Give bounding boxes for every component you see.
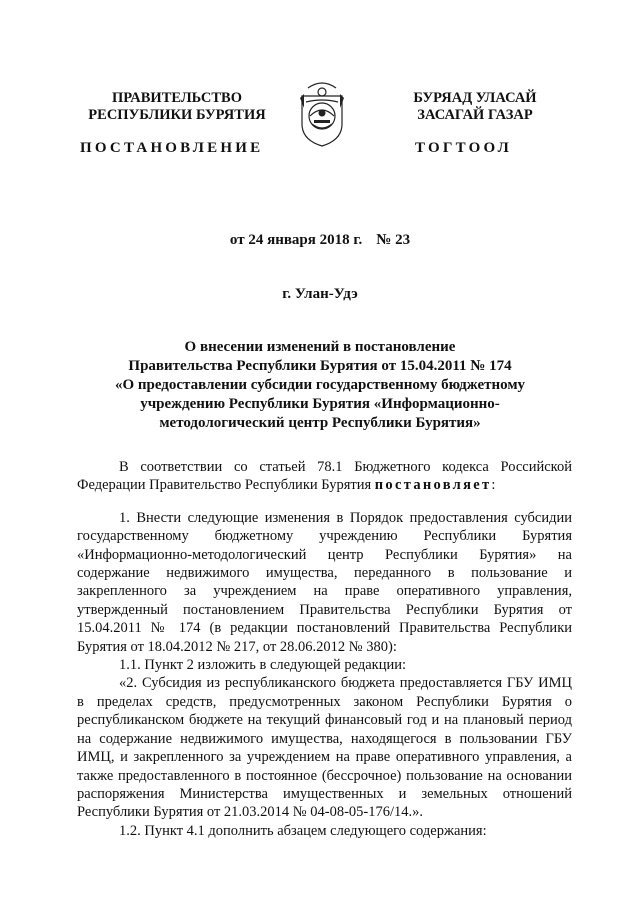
city: г. Улан-Удэ bbox=[282, 286, 358, 302]
header-right-line2: ЗАСАГАЙ ГАЗАР bbox=[417, 107, 533, 123]
doc-type-ru: ПОСТАНОВЛЕНИЕ bbox=[80, 140, 264, 156]
title-line: О внесении изменений в постановление bbox=[184, 339, 456, 355]
header-left-line1: ПРАВИТЕЛЬСТВО bbox=[112, 90, 242, 106]
doc-type-bua: ТОГТООЛ bbox=[415, 140, 512, 156]
date-line bbox=[0, 232, 640, 249]
paragraph-1-1: 1.1. Пункт 2 изложить в следующей редакции: bbox=[119, 657, 407, 674]
doc-date: от 24 января 2018 г. bbox=[229, 232, 363, 248]
coat-of-arms-icon bbox=[296, 78, 348, 148]
intro-resolves: постановляет bbox=[374, 477, 492, 494]
doc-body bbox=[77, 458, 572, 840]
intro-text: В соответствии со статьей 78.1 Бюджетного кодекса Российской Федерации Правительство Республики Бурятия bbox=[77, 459, 572, 494]
header-left bbox=[62, 90, 292, 124]
paragraph-quote-2: «2. Субсидия из республиканского бюджета предоставляется ГБУ ИМЦ в пределах средств, предусмотренных законом Республики Бурятия о республиканском бюджете на текущий финансовый год и на плановый период на содержание недвижимого имущества, находящегося в пользовании ГБУ ИМЦ, и закрепленного за учреждением на праве оперативного управления, а также предоставленного в постоянное (бессрочное) пользование на основании распоряжения Министерства имущественных и земельных отношений Республики Бурятия от 21.03.2014 № 04-08-05-176/14.». bbox=[77, 675, 572, 821]
intro-end: : bbox=[491, 477, 496, 494]
intro-paragraph bbox=[77, 458, 572, 495]
title-line: учреждению Республики Бурятия «Информационно- bbox=[140, 396, 500, 412]
title-line: Правительства Республики Бурятия от 15.04.2011 № 174 bbox=[128, 358, 512, 374]
paragraph-1-2: 1.2. Пункт 4.1 дополнить абзацем следующего содержания: bbox=[119, 822, 487, 839]
header-left-line2: РЕСПУБЛИКИ БУРЯТИЯ bbox=[88, 107, 266, 123]
paragraph-1: 1. Внести следующие изменения в Порядок предоставления субсидии государственному бюджетному учреждению Республики Бурятия «Информационно-методологический центр Республики Бурятия» на содержание недвижимого имущества, переданного в пользование и закрепленного за учреждением на праве оперативного управления, утвержденный постановлением Правительства Республики Бурятия от 15.04.2011 № 174 (в редакции постановлений Правительства Республики Бурятия от 18.04.2012 № 217, от 28.06.2012 № 380): bbox=[77, 509, 572, 655]
header-right-line1: БУРЯАД УЛАСАЙ bbox=[413, 90, 537, 106]
doc-number: № 23 bbox=[376, 232, 411, 248]
title-line: «О предоставлении субсидии государственному бюджетному bbox=[114, 377, 526, 393]
title-line: методологический центр Республики Бурятия» bbox=[159, 415, 481, 431]
doc-title bbox=[90, 338, 550, 433]
header-right bbox=[360, 90, 590, 124]
